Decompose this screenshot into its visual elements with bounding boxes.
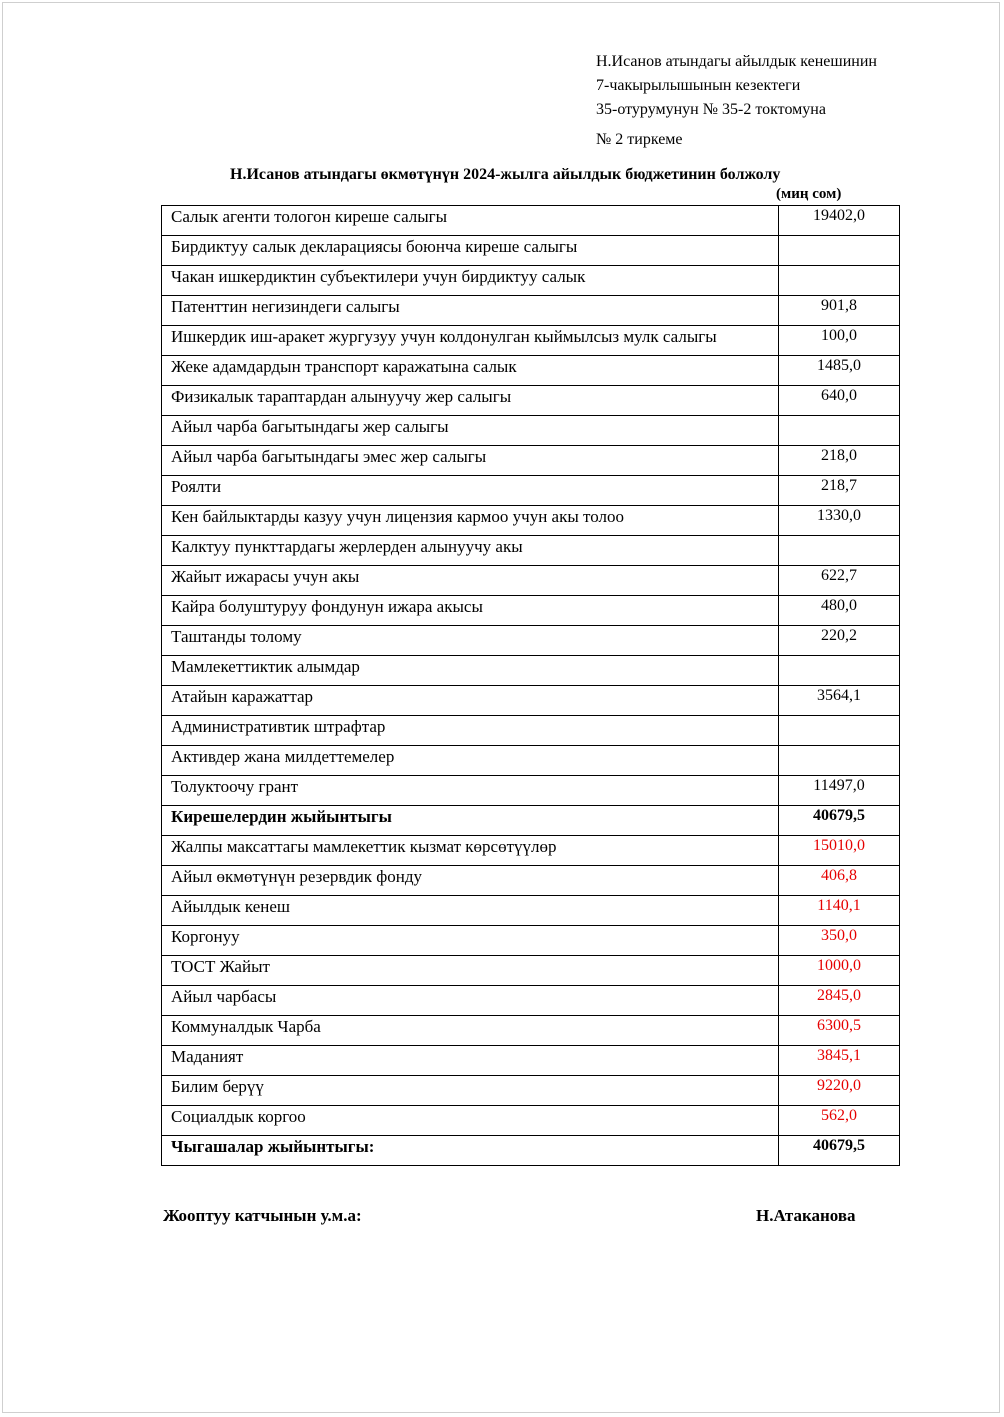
row-label: ТОСТ Жайыт	[162, 956, 779, 986]
row-label: Патенттин негизиндеги салыгы	[162, 296, 779, 326]
table-row	[162, 326, 900, 356]
row-value	[779, 236, 900, 266]
row-label: Административтик штрафтар	[162, 716, 779, 746]
row-label: Чыгашалар жыйынтыгы:	[162, 1136, 779, 1166]
row-label: Айыл чарба багытындагы эмес жер салыгы	[162, 446, 779, 476]
row-label: Толуктоочу грант	[162, 776, 779, 806]
row-value: 15010,0	[779, 836, 900, 866]
table-row	[162, 206, 900, 236]
row-label: Маданият	[162, 1046, 779, 1076]
row-value: 40679,5	[779, 1136, 900, 1166]
row-label: Айыл чарба багытындагы жер салыгы	[162, 416, 779, 446]
row-label: Жеке адамдардын транспорт каражатына салык	[162, 356, 779, 386]
table-row	[162, 926, 900, 956]
row-value: 1140,1	[779, 896, 900, 926]
table-row	[162, 1076, 900, 1106]
table-row	[162, 1106, 900, 1136]
table-row	[162, 536, 900, 566]
row-label: Коммуналдык Чарба	[162, 1016, 779, 1046]
row-label: Атайын каражаттар	[162, 686, 779, 716]
table-row	[162, 686, 900, 716]
table-row	[162, 236, 900, 266]
table-row	[162, 716, 900, 746]
row-value: 562,0	[779, 1106, 900, 1136]
table-row	[162, 266, 900, 296]
row-value	[779, 656, 900, 686]
row-label: Мамлекеттиктик алымдар	[162, 656, 779, 686]
budget-table	[161, 205, 900, 1166]
row-label: Бирдиктуу салык декларациясы боюнча киреше салыгы	[162, 236, 779, 266]
table-row	[162, 656, 900, 686]
row-value: 2845,0	[779, 986, 900, 1016]
signature-role: Жооптуу катчынын у.м.а:	[163, 1206, 362, 1225]
row-label: Кайра болуштуруу фондунун ижара акысы	[162, 596, 779, 626]
row-value: 6300,5	[779, 1016, 900, 1046]
row-label: Коргонуу	[162, 926, 779, 956]
table-row	[162, 836, 900, 866]
row-value: 218,7	[779, 476, 900, 506]
row-label: Активдер жана милдеттемелер	[162, 746, 779, 776]
table-row	[162, 566, 900, 596]
table-row	[162, 476, 900, 506]
row-value: 11497,0	[779, 776, 900, 806]
row-value: 901,8	[779, 296, 900, 326]
header-line: Н.Исанов атындагы айылдык кенешинин	[596, 53, 877, 70]
row-label: Айыл чарбасы	[162, 986, 779, 1016]
table-row	[162, 506, 900, 536]
row-value: 100,0	[779, 326, 900, 356]
row-value: 1485,0	[779, 356, 900, 386]
total-row	[162, 1136, 900, 1166]
row-label: Кирешелердин жыйынтыгы	[162, 806, 779, 836]
row-label: Социалдык коргоо	[162, 1106, 779, 1136]
row-label: Салык агенти тологон киреше салыгы	[162, 206, 779, 236]
row-label: Билим берүү	[162, 1076, 779, 1106]
row-value: 3564,1	[779, 686, 900, 716]
annex-number: № 2 тиркеме	[596, 131, 683, 148]
header-line: 7-чакырылышынын кезектеги	[596, 77, 801, 94]
table-row	[162, 776, 900, 806]
table-row	[162, 866, 900, 896]
table-row	[162, 896, 900, 926]
table-row	[162, 356, 900, 386]
table-row	[162, 626, 900, 656]
header-line: 35-отурумунун № 35-2 токтомуна	[596, 101, 826, 118]
row-value: 220,2	[779, 626, 900, 656]
table-row	[162, 956, 900, 986]
row-label: Жайыт ижарасы учун акы	[162, 566, 779, 596]
row-value	[779, 536, 900, 566]
row-label: Жалпы максаттагы мамлекеттик кызмат көрсөтүүлөр	[162, 836, 779, 866]
row-label: Физикалык тараптардан алынуучу жер салыгы	[162, 386, 779, 416]
row-label: Ишкердик иш-аракет жургузуу учун колдонулган кыймылсыз мулк салыгы	[162, 326, 779, 356]
table-row	[162, 986, 900, 1016]
row-value: 1000,0	[779, 956, 900, 986]
row-value: 3845,1	[779, 1046, 900, 1076]
row-label: Роялти	[162, 476, 779, 506]
row-value	[779, 416, 900, 446]
row-value: 218,0	[779, 446, 900, 476]
resolution-reference	[596, 50, 877, 122]
row-value: 406,8	[779, 866, 900, 896]
row-label: Айыл өкмөтүнүн резервдик фонду	[162, 866, 779, 896]
table-row	[162, 416, 900, 446]
table-row	[162, 596, 900, 626]
row-value: 480,0	[779, 596, 900, 626]
row-value	[779, 746, 900, 776]
table-row	[162, 746, 900, 776]
row-label: Айылдык кенеш	[162, 896, 779, 926]
table-row	[162, 446, 900, 476]
row-value: 622,7	[779, 566, 900, 596]
unit-label: (миң сом)	[776, 186, 842, 202]
row-label: Таштанды толому	[162, 626, 779, 656]
row-value: 40679,5	[779, 806, 900, 836]
row-value	[779, 716, 900, 746]
row-value: 350,0	[779, 926, 900, 956]
row-label: Калктуу пункттардагы жерлерден алынуучу акы	[162, 536, 779, 566]
table-row	[162, 386, 900, 416]
row-label: Кен байлыктарды казуу учун лицензия кармоо учун акы толоо	[162, 506, 779, 536]
table-row	[162, 296, 900, 326]
budget-table-body	[162, 206, 900, 1166]
total-row	[162, 806, 900, 836]
signature-name: Н.Атаканова	[756, 1206, 856, 1225]
row-label: Чакан ишкердиктин субъектилери учун бирдиктуу салык	[162, 266, 779, 296]
row-value	[779, 266, 900, 296]
table-row	[162, 1046, 900, 1076]
document-title: Н.Исанов атындагы өкмөтүнүн 2024-жылга айылдык бюджетинин болжолу	[230, 166, 781, 183]
row-value: 1330,0	[779, 506, 900, 536]
row-value: 19402,0	[779, 206, 900, 236]
row-value: 9220,0	[779, 1076, 900, 1106]
row-value: 640,0	[779, 386, 900, 416]
table-row	[162, 1016, 900, 1046]
